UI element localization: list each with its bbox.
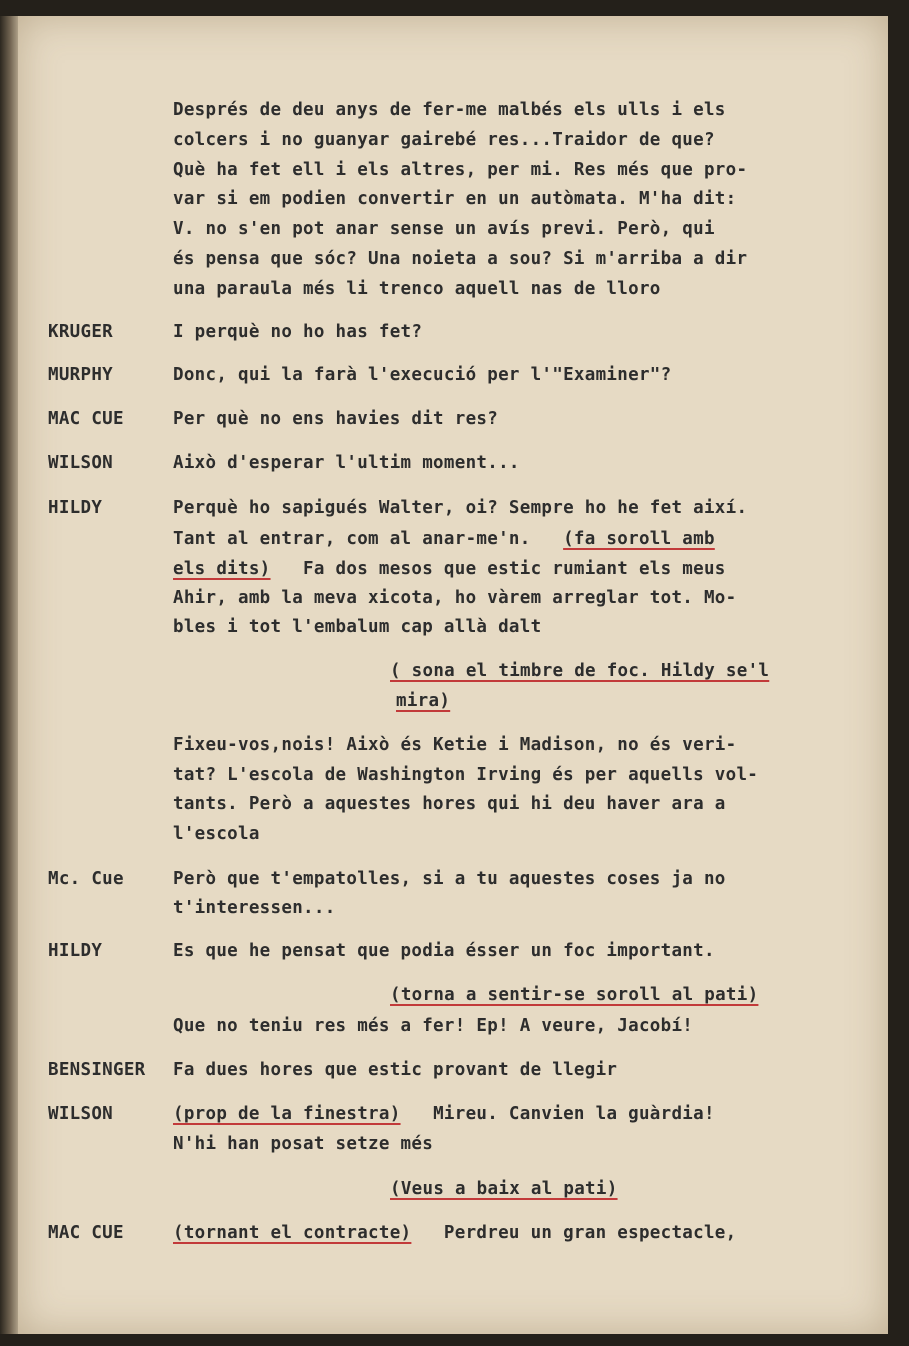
speaker-mc-cue: Mc. Cue bbox=[48, 869, 124, 889]
dialogue-line: és pensa que sóc? Una noieta a sou? Si m'arriba a dir bbox=[173, 249, 748, 269]
dialogue-line: Fa dues hores que estic provant de llegir bbox=[173, 1060, 618, 1080]
dialogue-line: N'hi han posat setze més bbox=[173, 1134, 434, 1154]
dialogue-line: Es que he pensat que podia ésser un foc important. bbox=[173, 941, 715, 961]
dialogue-line: Això d'esperar l'ultim moment... bbox=[173, 453, 520, 473]
speaker-mac-cue: MAC CUE bbox=[48, 409, 124, 429]
dialogue-line: colcers i no guanyar gairebé res...Traidor de que? bbox=[173, 130, 715, 150]
dialogue-line: V. no s'en pot anar sense un avís previ. Però, qui bbox=[173, 219, 715, 239]
speaker-wilson: WILSON bbox=[48, 453, 114, 473]
dialogue-line: Fixeu-vos,nois! Això és Ketie i Madison, no és veri- bbox=[173, 735, 737, 755]
stage-direction-underlined: mira) bbox=[396, 691, 451, 711]
dialogue-line bbox=[173, 1223, 736, 1243]
dialogue-text: Tant al entrar, com al anar-me'n. bbox=[173, 529, 564, 549]
speaker-mac-cue: MAC CUE bbox=[48, 1223, 124, 1243]
speaker-kruger: KRUGER bbox=[48, 322, 114, 342]
dialogue-text: Perdreu un gran espectacle, bbox=[411, 1223, 737, 1243]
speaker-murphy: MURPHY bbox=[48, 365, 114, 385]
dialogue-line: una paraula més li trenco aquell nas de lloro bbox=[173, 279, 661, 299]
dialogue-line bbox=[173, 1104, 715, 1124]
speaker-hildy: HILDY bbox=[48, 498, 103, 518]
dialogue-text: Mireu. Canvien la guàrdia! bbox=[400, 1104, 715, 1124]
stage-direction-underlined: (Veus a baix al pati) bbox=[390, 1179, 618, 1199]
dialogue-line: I perquè no ho has fet? bbox=[173, 322, 423, 342]
dialogue-line: Perquè ho sapigués Walter, oi? Sempre ho he fet així. bbox=[173, 498, 748, 518]
stage-direction-underlined: els dits) bbox=[173, 559, 271, 579]
dialogue-line: Però que t'empatolles, si a tu aquestes coses ja no bbox=[173, 869, 726, 889]
dialogue-line: var si em podien convertir en un autòmata. M'ha dit: bbox=[173, 189, 737, 209]
dialogue-line bbox=[173, 529, 715, 549]
speaker-wilson: WILSON bbox=[48, 1104, 114, 1124]
stage-direction-underlined: (prop de la finestra) bbox=[173, 1104, 401, 1124]
stage-direction-underlined: ( sona el timbre de foc. Hildy se'l bbox=[390, 661, 770, 681]
typescript-page bbox=[18, 16, 888, 1334]
dialogue-line: Després de deu anys de fer-me malbés els ulls i els bbox=[173, 100, 726, 120]
dialogue-line bbox=[173, 559, 726, 579]
dialogue-line: Per què no ens havies dit res? bbox=[173, 409, 499, 429]
dialogue-line: Què ha fet ell i els altres, per mi. Res més que pro- bbox=[173, 160, 748, 180]
stage-direction-underlined: (torna a sentir-se soroll al pati) bbox=[390, 985, 759, 1005]
stage-direction-underlined: (tornant el contracte) bbox=[173, 1223, 412, 1243]
dialogue-text: Fa dos mesos que estic rumiant els meus bbox=[270, 559, 726, 579]
dialogue-line: bles i tot l'embalum cap allà dalt bbox=[173, 617, 542, 637]
dialogue-line: tat? L'escola de Washington Irving és per aquells vol- bbox=[173, 765, 759, 785]
dialogue-line: Donc, qui la farà l'execució per l'"Examiner"? bbox=[173, 365, 672, 385]
dialogue-line: tants. Però a aquestes hores qui hi deu haver ara a bbox=[173, 794, 726, 814]
dialogue-line: t'interessen... bbox=[173, 898, 336, 918]
stage-direction-underlined: (fa soroll amb bbox=[563, 529, 715, 549]
dialogue-line: Que no teniu res més a fer! Ep! A veure, Jacobí! bbox=[173, 1016, 694, 1036]
dialogue-line: l'escola bbox=[173, 824, 260, 844]
speaker-bensinger: BENSINGER bbox=[48, 1060, 146, 1080]
dialogue-line: Ahir, amb la meva xicota, ho vàrem arreglar tot. Mo- bbox=[173, 588, 737, 608]
speaker-hildy: HILDY bbox=[48, 941, 103, 961]
